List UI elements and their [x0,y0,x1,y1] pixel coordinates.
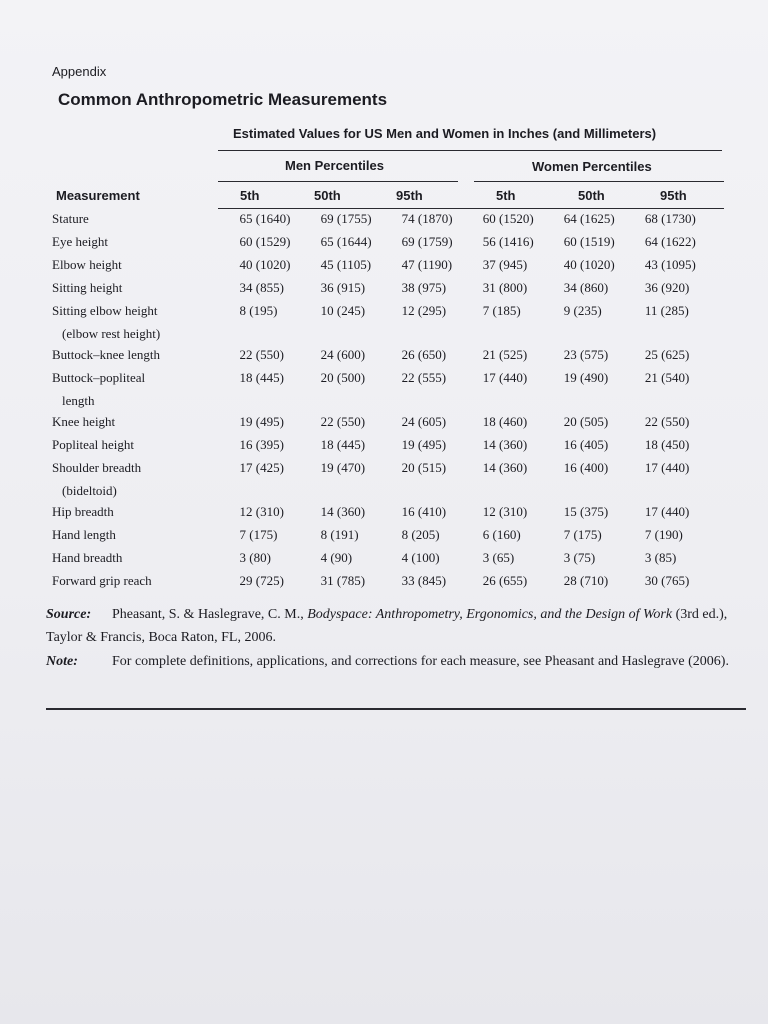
men-group-rule [218,181,458,182]
measurement-value: 12 (310) [482,504,528,519]
measurement-value: 14 (360) [482,460,528,475]
note-text: For complete definitions, applications, and corrections for each measure, see Pheasant and Haslegrave (2006). [112,654,729,669]
measurement-value [564,483,645,504]
measurement-value [321,326,402,347]
measurement-value [483,326,564,347]
measurement-value: 31 (800) [482,280,528,295]
measurement-value: 9 (235) [563,303,602,318]
note-label: Note: [46,654,78,669]
measurement-value: 4 (100) [401,550,440,565]
measurement-value: 31 (785) [320,573,366,588]
measurement-value [483,483,564,504]
table-row [46,326,726,347]
measurement-value: 69 (1755) [320,211,372,226]
table-row [46,483,726,504]
measurement-value: 3 (75) [563,550,596,565]
measurement-value: 64 (1622) [644,234,696,249]
col-women-95th: 95th [660,188,687,203]
measurement-value [483,393,564,414]
measurement-value: 17 (440) [644,504,690,519]
measurement-value: 19 (470) [320,460,366,475]
measurement-value: 8 (191) [320,527,359,542]
measurement-value: 60 (1519) [563,234,615,249]
table-row [46,393,726,414]
measurement-value: 65 (1644) [320,234,372,249]
table-row [46,211,726,234]
measurement-value: 45 (1105) [320,257,372,272]
measurement-value: 14 (360) [482,437,528,452]
table-subtitle: Estimated Values for US Men and Women in Inches (and Millimeters) [233,126,657,141]
measurement-value: 26 (655) [482,573,528,588]
measurement-value: 25 (625) [644,347,690,362]
measurement-value: 34 (855) [239,280,284,295]
measurement-value: 16 (395) [239,437,284,452]
measurement-label: Elbow height [52,257,122,272]
measurement-value [402,326,483,347]
measurement-value: 7 (190) [644,527,683,542]
measurement-value: 21 (540) [644,370,690,385]
measurement-value: 36 (920) [644,280,690,295]
measurement-value [564,326,645,347]
measurement-value: 19 (495) [239,414,284,429]
measurement-value: 8 (205) [401,527,440,542]
measurement-value: 68 (1730) [644,211,696,226]
source-label: Source: [46,607,92,622]
measurement-value: 22 (550) [644,414,690,429]
measurement-label: (bideltoid) [62,483,117,498]
measurement-value: 7 (185) [482,303,521,318]
measurement-value: 20 (505) [563,414,609,429]
measurement-label: Buttock–knee length [52,347,160,362]
source-text-before: Pheasant, S. & Haslegrave, C. M., [112,607,308,622]
measurement-value: 22 (550) [239,347,284,362]
measurement-value: 74 (1870) [401,211,453,226]
women-group-rule [474,181,724,182]
measurement-value: 20 (515) [401,460,447,475]
measurement-value: 16 (410) [401,504,447,519]
measurement-value [321,393,402,414]
measurement-label: Knee height [52,414,116,429]
measurement-value [240,326,321,347]
measurement-label: Shoulder breadth [52,460,142,475]
appendix-label: Appendix [52,64,107,79]
bottom-rule [46,708,746,710]
measurement-value: 30 (765) [644,573,690,588]
measurement-value: 12 (295) [401,303,447,318]
measurement-value: 29 (725) [239,573,284,588]
measurement-value: 38 (975) [401,280,447,295]
measurement-value: 17 (440) [482,370,528,385]
measurement-label: Sitting height [52,280,123,295]
col-men-95th: 95th [396,188,423,203]
table-row [46,460,726,483]
measurement-value: 47 (1190) [401,257,453,272]
table-row [46,414,726,437]
measurement-value [645,483,726,504]
measurement-value: 6 (160) [482,527,521,542]
measurement-label: Hand breadth [52,550,123,565]
page-title: Common Anthropometric Measurements [58,90,388,109]
measurement-value [402,393,483,414]
measurement-value: 19 (490) [563,370,609,385]
measurement-value: 18 (460) [482,414,528,429]
measurement-value: 37 (945) [482,257,528,272]
col-women-5th: 5th [496,188,516,203]
measurement-value [645,326,726,347]
measurement-value: 24 (600) [320,347,366,362]
table-row [46,234,726,257]
measurement-value: 56 (1416) [482,234,534,249]
col-men-5th: 5th [240,188,260,203]
table-row [46,347,726,370]
measurement-value [564,393,645,414]
measurement-value: 19 (495) [401,437,447,452]
measurement-value: 16 (400) [563,460,609,475]
measurement-value: 17 (425) [239,460,284,475]
measurement-value: 4 (90) [320,550,353,565]
measurement-value: 11 (285) [644,303,689,318]
source-citation [46,603,746,649]
note [46,650,746,674]
measurement-value: 21 (525) [482,347,528,362]
measurement-value: 60 (1520) [482,211,534,226]
table-row [46,550,726,573]
table-row [46,303,726,326]
measurement-value: 64 (1625) [563,211,615,226]
measurement-value: 28 (710) [563,573,609,588]
table-row [46,370,726,393]
header-rule [218,208,724,209]
measurement-value: 40 (1020) [563,257,615,272]
measurement-value: 7 (175) [563,527,602,542]
table-row [46,573,726,596]
measurement-value: 15 (375) [563,504,609,519]
measurement-label: Forward grip reach [52,573,152,588]
measurement-value: 65 (1640) [239,211,291,226]
col-men-50th: 50th [314,188,341,203]
measurement-value: 24 (605) [401,414,447,429]
measurement-column-header: Measurement [56,188,140,203]
table-row [46,527,726,550]
measurement-value: 60 (1529) [239,234,291,249]
measurement-value: 17 (440) [644,460,690,475]
measurement-label: Sitting elbow height [52,303,158,318]
table-row [46,280,726,303]
measurement-value: 34 (860) [563,280,609,295]
measurement-value [645,393,726,414]
measurement-value: 43 (1095) [644,257,696,272]
measurement-value: 3 (65) [482,550,515,565]
measurement-label: (elbow rest height) [62,326,161,341]
women-percentiles-header: Women Percentiles [532,159,652,174]
measurement-value: 10 (245) [320,303,366,318]
measurement-value: 18 (450) [644,437,690,452]
measurement-value: 3 (85) [644,550,677,565]
measurement-value: 26 (650) [401,347,447,362]
measurement-value [321,483,402,504]
measurement-value [240,483,321,504]
measurement-value: 40 (1020) [239,257,291,272]
men-percentiles-header: Men Percentiles [285,158,384,173]
measurement-value: 33 (845) [401,573,447,588]
measurement-value: 18 (445) [239,370,284,385]
measurement-value: 18 (445) [320,437,366,452]
measurement-label: Buttock–popliteal [52,370,146,385]
measurement-value: 22 (555) [401,370,447,385]
measurement-value [240,393,321,414]
measurement-label: Stature [52,211,89,226]
measurement-value: 14 (360) [320,504,366,519]
measurement-value: 8 (195) [239,303,278,318]
measurement-value: 12 (310) [239,504,284,519]
measurement-value [402,483,483,504]
measurement-label: Hip breadth [52,504,114,519]
measurement-label: Eye height [52,234,108,249]
source-text-after: (3rd ed.), Taylor & Francis, Boca Raton, FL, 2006. [46,607,728,645]
subtitle-rule [218,150,722,151]
col-women-50th: 50th [578,188,605,203]
table-row [46,257,726,280]
measurement-value: 36 (915) [320,280,366,295]
measurement-value: 3 (80) [239,550,271,565]
measurement-value: 69 (1759) [401,234,453,249]
measurement-label: Popliteal height [52,437,134,452]
measurement-value: 20 (500) [320,370,366,385]
table-row [46,504,726,527]
measurement-label: length [62,393,95,408]
measurement-value: 7 (175) [239,527,278,542]
measurement-value: 22 (550) [320,414,366,429]
measurements-table [46,211,726,596]
measurement-value: 23 (575) [563,347,609,362]
measurement-label: Hand length [52,527,116,542]
source-book-title: Bodyspace: Anthropometry, Ergonomics, and the Design of Work [307,607,673,622]
measurement-value: 16 (405) [563,437,609,452]
table-row [46,437,726,460]
